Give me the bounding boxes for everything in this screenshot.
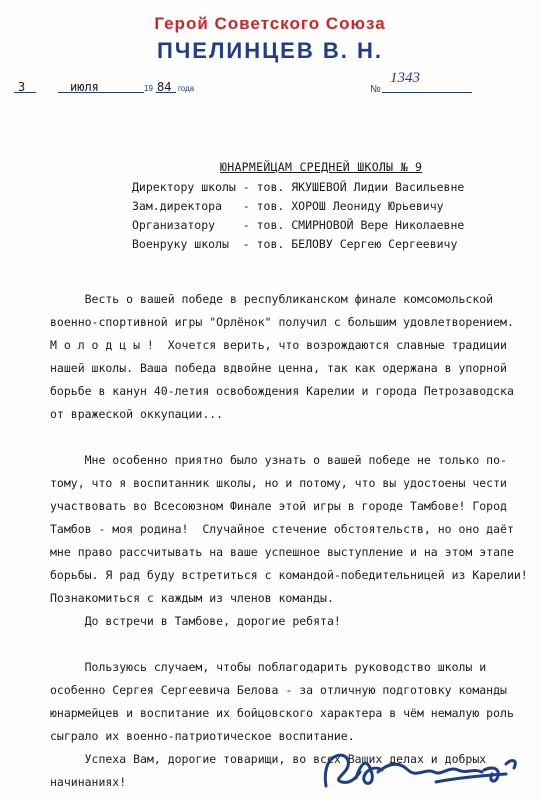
letterhead-title: Герой Советского Союза: [154, 14, 386, 33]
body-line: сыграло их военно-патриотическое воспитание.: [50, 729, 355, 743]
letter-heading: ЮНАРМЕЙЦАМ СРЕДНЕЙ ШКОЛЫ № 9: [220, 160, 423, 174]
year-label: года: [178, 84, 195, 93]
body-line: мне право рассчитывать на ваше успешное выступление и на этом этапе: [50, 545, 514, 559]
body-line: юнармейцев и воспитание их бойцовского характера в чём немалую роль: [50, 706, 514, 720]
addressee-line: Директору школы - тов. ЯКУШЕВОЙ Лидии Васильевне: [132, 180, 465, 194]
body-line: особенно Сергея Сергеевича Белова - за отличную подготовку команды: [50, 683, 507, 697]
body-line: Успеха Вам, дорогие товарищи, во всех Ваших делах и добрых: [50, 752, 487, 766]
addressee-line: Организатору - тов. СМИРНОВОЙ Вере Николаевне: [132, 218, 465, 232]
number-label: №: [370, 84, 381, 95]
body-line: Мне особенно приятно было узнать о вашей победе не только по-: [50, 453, 507, 467]
body-line: [50, 426, 540, 449]
date-month: июля: [70, 80, 99, 94]
number-rule: [382, 92, 472, 93]
letterhead-name: ПЧЕЛИНЦЕВ В. Н.: [157, 38, 383, 63]
body-line: [50, 633, 540, 656]
body-line: военно-спортивной игры "Орлёнок" получил с большим удовлетворением.: [50, 315, 514, 329]
body-line: нашей школы. Ваша победа вдвойне ценна, так как одержана в упорной: [50, 361, 507, 375]
letter-number: 1343: [390, 70, 420, 86]
body-line: тому, что я воспитанник школы, но и потому, что вы удостоены чести: [50, 476, 507, 490]
body-line: Пользуюсь случаем, чтобы поблагодарить руководство школы и: [50, 660, 487, 674]
dateline: [14, 70, 526, 106]
body-line: борьбе в канун 40-летия освобождения Карелии и города Петрозаводска: [50, 384, 514, 398]
body-line: от вражеской оккупации...: [50, 407, 224, 421]
letter-body: [50, 288, 540, 794]
body-line: участвовать во Всесоюзном Финале этой игры в городе Тамбове! Город: [50, 499, 507, 513]
signature-icon: [316, 748, 526, 792]
body-line: Тамбов - моя родина! Случайное стечение обстоятельств, но оно даёт: [50, 522, 514, 536]
body-line: начинаниях!: [50, 775, 127, 789]
body-line: Весть о вашей победе в республиканском финале комсомольской: [50, 292, 494, 306]
date-year: 84: [157, 80, 172, 94]
body-line: Познакомиться с каждым из членов команды.: [50, 591, 334, 605]
body-line: борьбы. Я рад буду встретиться с командой-победительницей из Карелии!: [50, 568, 528, 582]
date-day: 3: [18, 80, 26, 94]
year-prefix: 19: [144, 84, 153, 93]
body-line: До встречи в Тамбове, дорогие ребята!: [50, 614, 341, 628]
addressee-line: Военруку школы - тов. БЕЛОВУ Сергею Сергеевичу: [132, 237, 458, 251]
body-line: М о л о д ц ы ! Хочется верить, что возрождаются славные традиции: [50, 338, 507, 352]
addressee-line: Зам.директора - тов. ХОРОШ Леониду Юрьевичу: [132, 199, 444, 213]
